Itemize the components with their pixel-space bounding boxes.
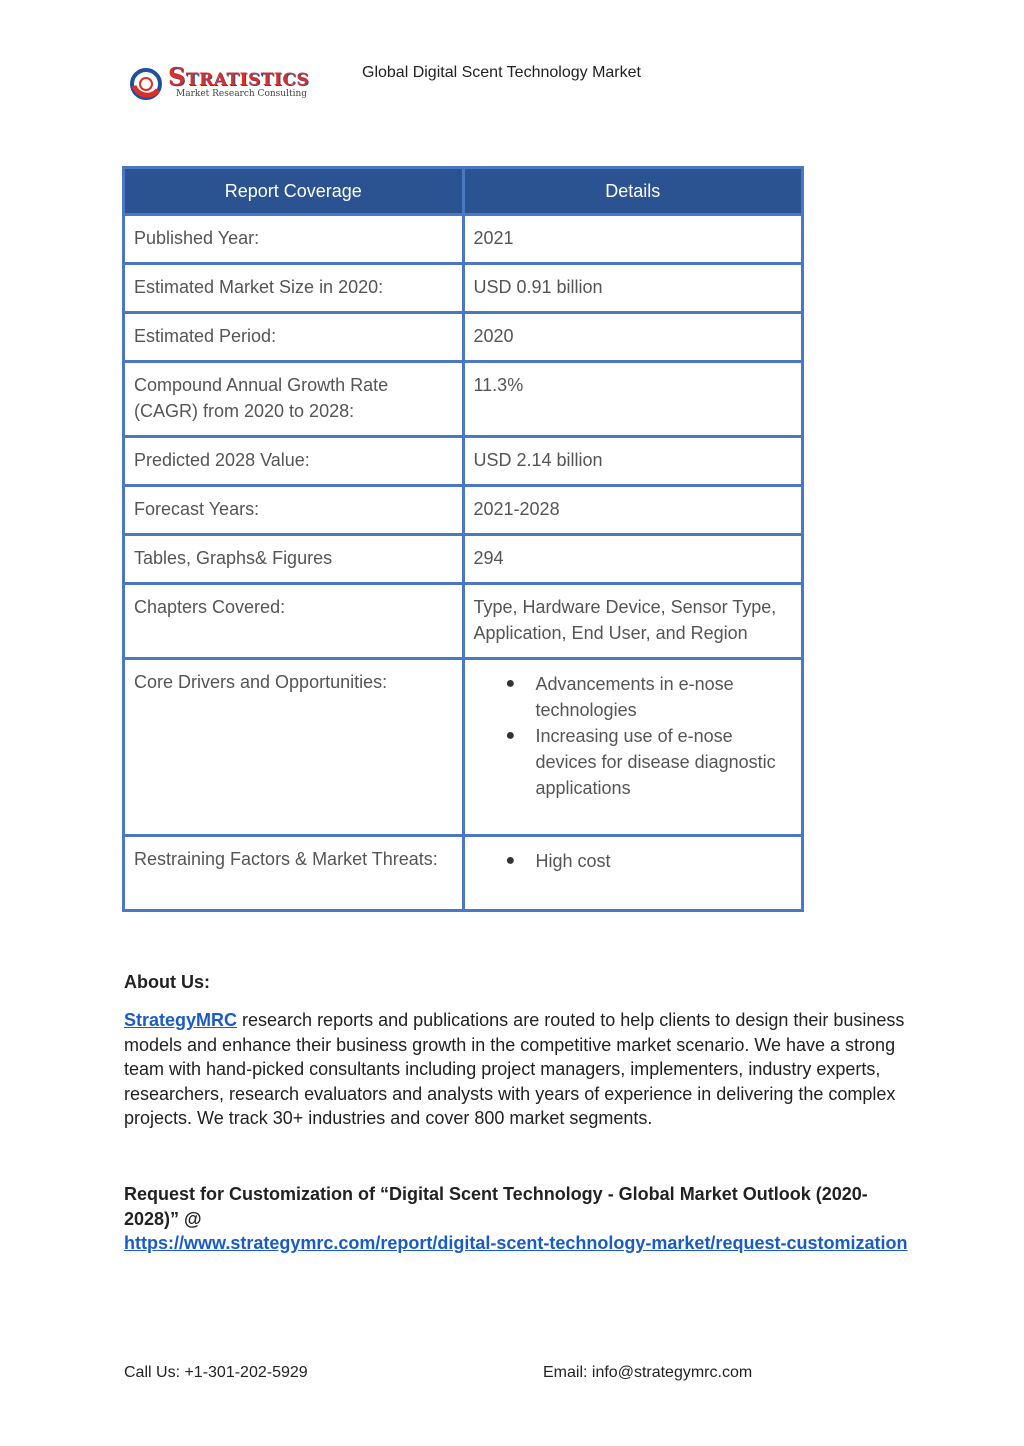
row-value: 2020 [463,313,803,362]
column-header-details: Details [463,168,803,215]
table-row [124,264,803,313]
bullet-icon: ● [505,727,516,744]
row-label: Restraining Factors & Market Threats: [124,836,464,911]
report-coverage-table [122,166,804,912]
row-label: Core Drivers and Opportunities: [124,659,464,836]
table-row [124,362,803,437]
footer-email: Email: info@strategymrc.com [543,1364,753,1381]
table-row [124,535,803,584]
list-item [474,671,793,723]
drivers-list [474,671,793,801]
list-item [474,723,793,801]
table-row-drivers [124,659,803,836]
list-item [474,848,793,874]
row-label: Estimated Market Size in 2020: [124,264,464,313]
table-row [124,313,803,362]
footer-phone: Call Us: +1-301-202-5929 [124,1364,308,1381]
request-customization-link[interactable]: https://www.strategymrc.com/report/digital-scent-technology-market/request-customization [124,1233,908,1253]
list-item-text: High cost [535,851,611,871]
request-text: Request for Customization of “Digital Scent Technology - Global Market Outlook (2020-2028)” @ [124,1184,868,1229]
table-row [124,215,803,264]
strategymrc-link[interactable]: StrategyMRC [124,1010,238,1030]
page-header-title: Global Digital Scent Technology Market [362,64,641,81]
row-value: 2021 [463,215,803,264]
row-value: 11.3% [463,362,803,437]
logo-wordmark: Stratistics [168,62,310,91]
table-row [124,584,803,659]
table-row [124,437,803,486]
list-item-text: Increasing use of e-nose devices for disease diagnostic applications [535,726,776,798]
company-logo [128,60,310,104]
table-row-threats [124,836,803,911]
row-label: Predicted 2028 Value: [124,437,464,486]
table-header-row [124,168,803,215]
list-item-text: Advancements in e-nose technologies [535,674,734,720]
row-label: Published Year: [124,215,464,264]
threats-list [474,848,793,874]
row-value: USD 2.14 billion [463,437,803,486]
about-heading: About Us: [124,972,210,992]
logo-tagline: Market Research Consulting [176,89,308,99]
row-value: 294 [463,535,803,584]
row-value [463,836,803,911]
row-value: 2021-2028 [463,486,803,535]
about-body-text: research reports and publications are routed to help clients to design their business models and enhance their business growth in the competitive market scenario. We have a strong team with hand-picked consultants including project managers, implementers, industry experts, researchers, research evaluators and analysts with years of experience in delivering the complex projects. We track 30+ industries and cover 800 market segments. [124,1010,905,1128]
logo-swirl-icon [128,64,168,104]
row-label: Estimated Period: [124,313,464,362]
customization-request [124,1182,914,1256]
column-header-coverage: Report Coverage [124,168,464,215]
row-value: USD 0.91 billion [463,264,803,313]
row-label: Tables, Graphs& Figures [124,535,464,584]
row-value: Type, Hardware Device, Sensor Type, Application, End User, and Region [463,584,803,659]
bullet-icon: ● [505,675,516,692]
row-label: Chapters Covered: [124,584,464,659]
row-label: Compound Annual Growth Rate (CAGR) from 2020 to 2028: [124,362,464,437]
row-value [463,659,803,836]
bullet-icon: ● [505,852,516,869]
about-paragraph [124,1008,914,1131]
row-label: Forecast Years: [124,486,464,535]
table-row [124,486,803,535]
